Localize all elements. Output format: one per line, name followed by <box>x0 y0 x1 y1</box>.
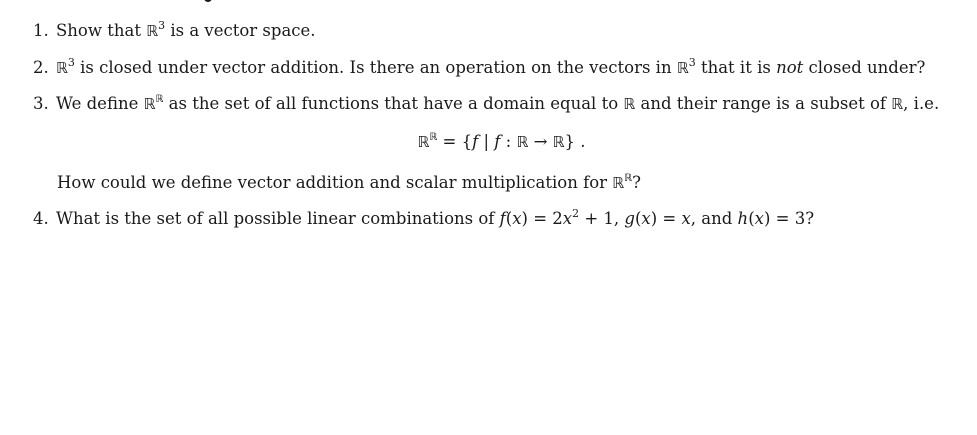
clipped-heading-glyph <box>204 0 212 2</box>
item-number: 1. <box>33 21 49 40</box>
real-numbers-symbol: ℝ <box>143 95 156 113</box>
real-numbers-symbol: ℝ <box>429 132 438 143</box>
exercise-item-1 <box>33 20 316 42</box>
exercise-item-4 <box>33 208 814 230</box>
text-run: is a vector space. <box>165 21 316 40</box>
text-run: ( <box>748 209 755 228</box>
exercise-item-3 <box>33 93 939 115</box>
text-run: → <box>528 132 553 151</box>
italic-text: x <box>681 209 691 228</box>
superscript: 3 <box>688 56 696 69</box>
text-run: as the set of all functions that have a domain equal to <box>163 94 624 113</box>
text-run: What is the set of all possible linear combinations of <box>56 209 500 228</box>
text-run: ( <box>634 209 642 228</box>
text-run: that it is <box>695 58 777 77</box>
text-run: } . <box>564 132 586 151</box>
text-run: We define <box>56 94 144 113</box>
text-run: | <box>478 132 495 151</box>
item-text <box>56 21 316 40</box>
text-run: ) = 3? <box>763 209 815 228</box>
text-run: ) = 2 <box>521 209 563 228</box>
item-text <box>56 94 939 113</box>
real-numbers-symbol: ℝ <box>516 133 529 151</box>
real-numbers-symbol: ℝ <box>155 94 164 105</box>
italic-text: x <box>562 209 573 228</box>
italic-text: x <box>641 209 651 228</box>
superscript <box>624 171 632 184</box>
item-text <box>56 209 814 228</box>
real-numbers-symbol: ℝ <box>623 95 636 113</box>
item-number: 4. <box>33 209 49 228</box>
item-number: 3. <box>33 94 49 113</box>
italic-text: f <box>494 132 501 151</box>
real-numbers-symbol: ℝ <box>891 95 904 113</box>
item-text <box>56 58 925 77</box>
text-run: and their range is a subset of <box>635 94 892 113</box>
superscript: 2 <box>572 207 580 220</box>
italic-text: not <box>776 58 804 77</box>
real-numbers-symbol: ℝ <box>56 59 68 77</box>
text-run: ? <box>632 173 641 192</box>
real-numbers-symbol: ℝ <box>612 174 625 192</box>
real-numbers-symbol: ℝ <box>676 59 689 77</box>
real-numbers-symbol: ℝ <box>552 133 565 151</box>
text-run: is closed under vector addition. Is there an operation on the vectors in <box>74 58 677 77</box>
text-run: ( <box>505 209 513 228</box>
italic-text: x <box>754 209 764 228</box>
text-run: , and <box>690 209 738 228</box>
superscript: 3 <box>67 56 75 69</box>
italic-text: h <box>737 209 749 228</box>
text-run: , i.e. <box>903 94 940 113</box>
text-run: = { <box>437 132 473 151</box>
real-numbers-symbol: ℝ <box>146 22 159 40</box>
text-run: + 1, <box>579 209 625 228</box>
text-run: How could we define vector addition and scalar multiplication for <box>57 173 613 192</box>
item-number: 2. <box>33 58 49 77</box>
italic-text: f <box>472 132 479 151</box>
display-equation <box>0 131 977 153</box>
superscript: 3 <box>158 19 166 32</box>
text-run: closed under? <box>803 58 926 77</box>
italic-text: f <box>499 209 506 228</box>
text-run: Show that <box>56 21 147 40</box>
real-numbers-symbol: ℝ <box>624 173 633 184</box>
item-3-followup-question <box>57 172 641 194</box>
text-run: : <box>500 132 517 151</box>
real-numbers-symbol: ℝ <box>417 133 430 151</box>
italic-text: x <box>512 209 522 228</box>
text-run: ) = <box>650 209 682 228</box>
exercise-item-2 <box>33 57 925 79</box>
italic-text: g <box>624 209 635 228</box>
